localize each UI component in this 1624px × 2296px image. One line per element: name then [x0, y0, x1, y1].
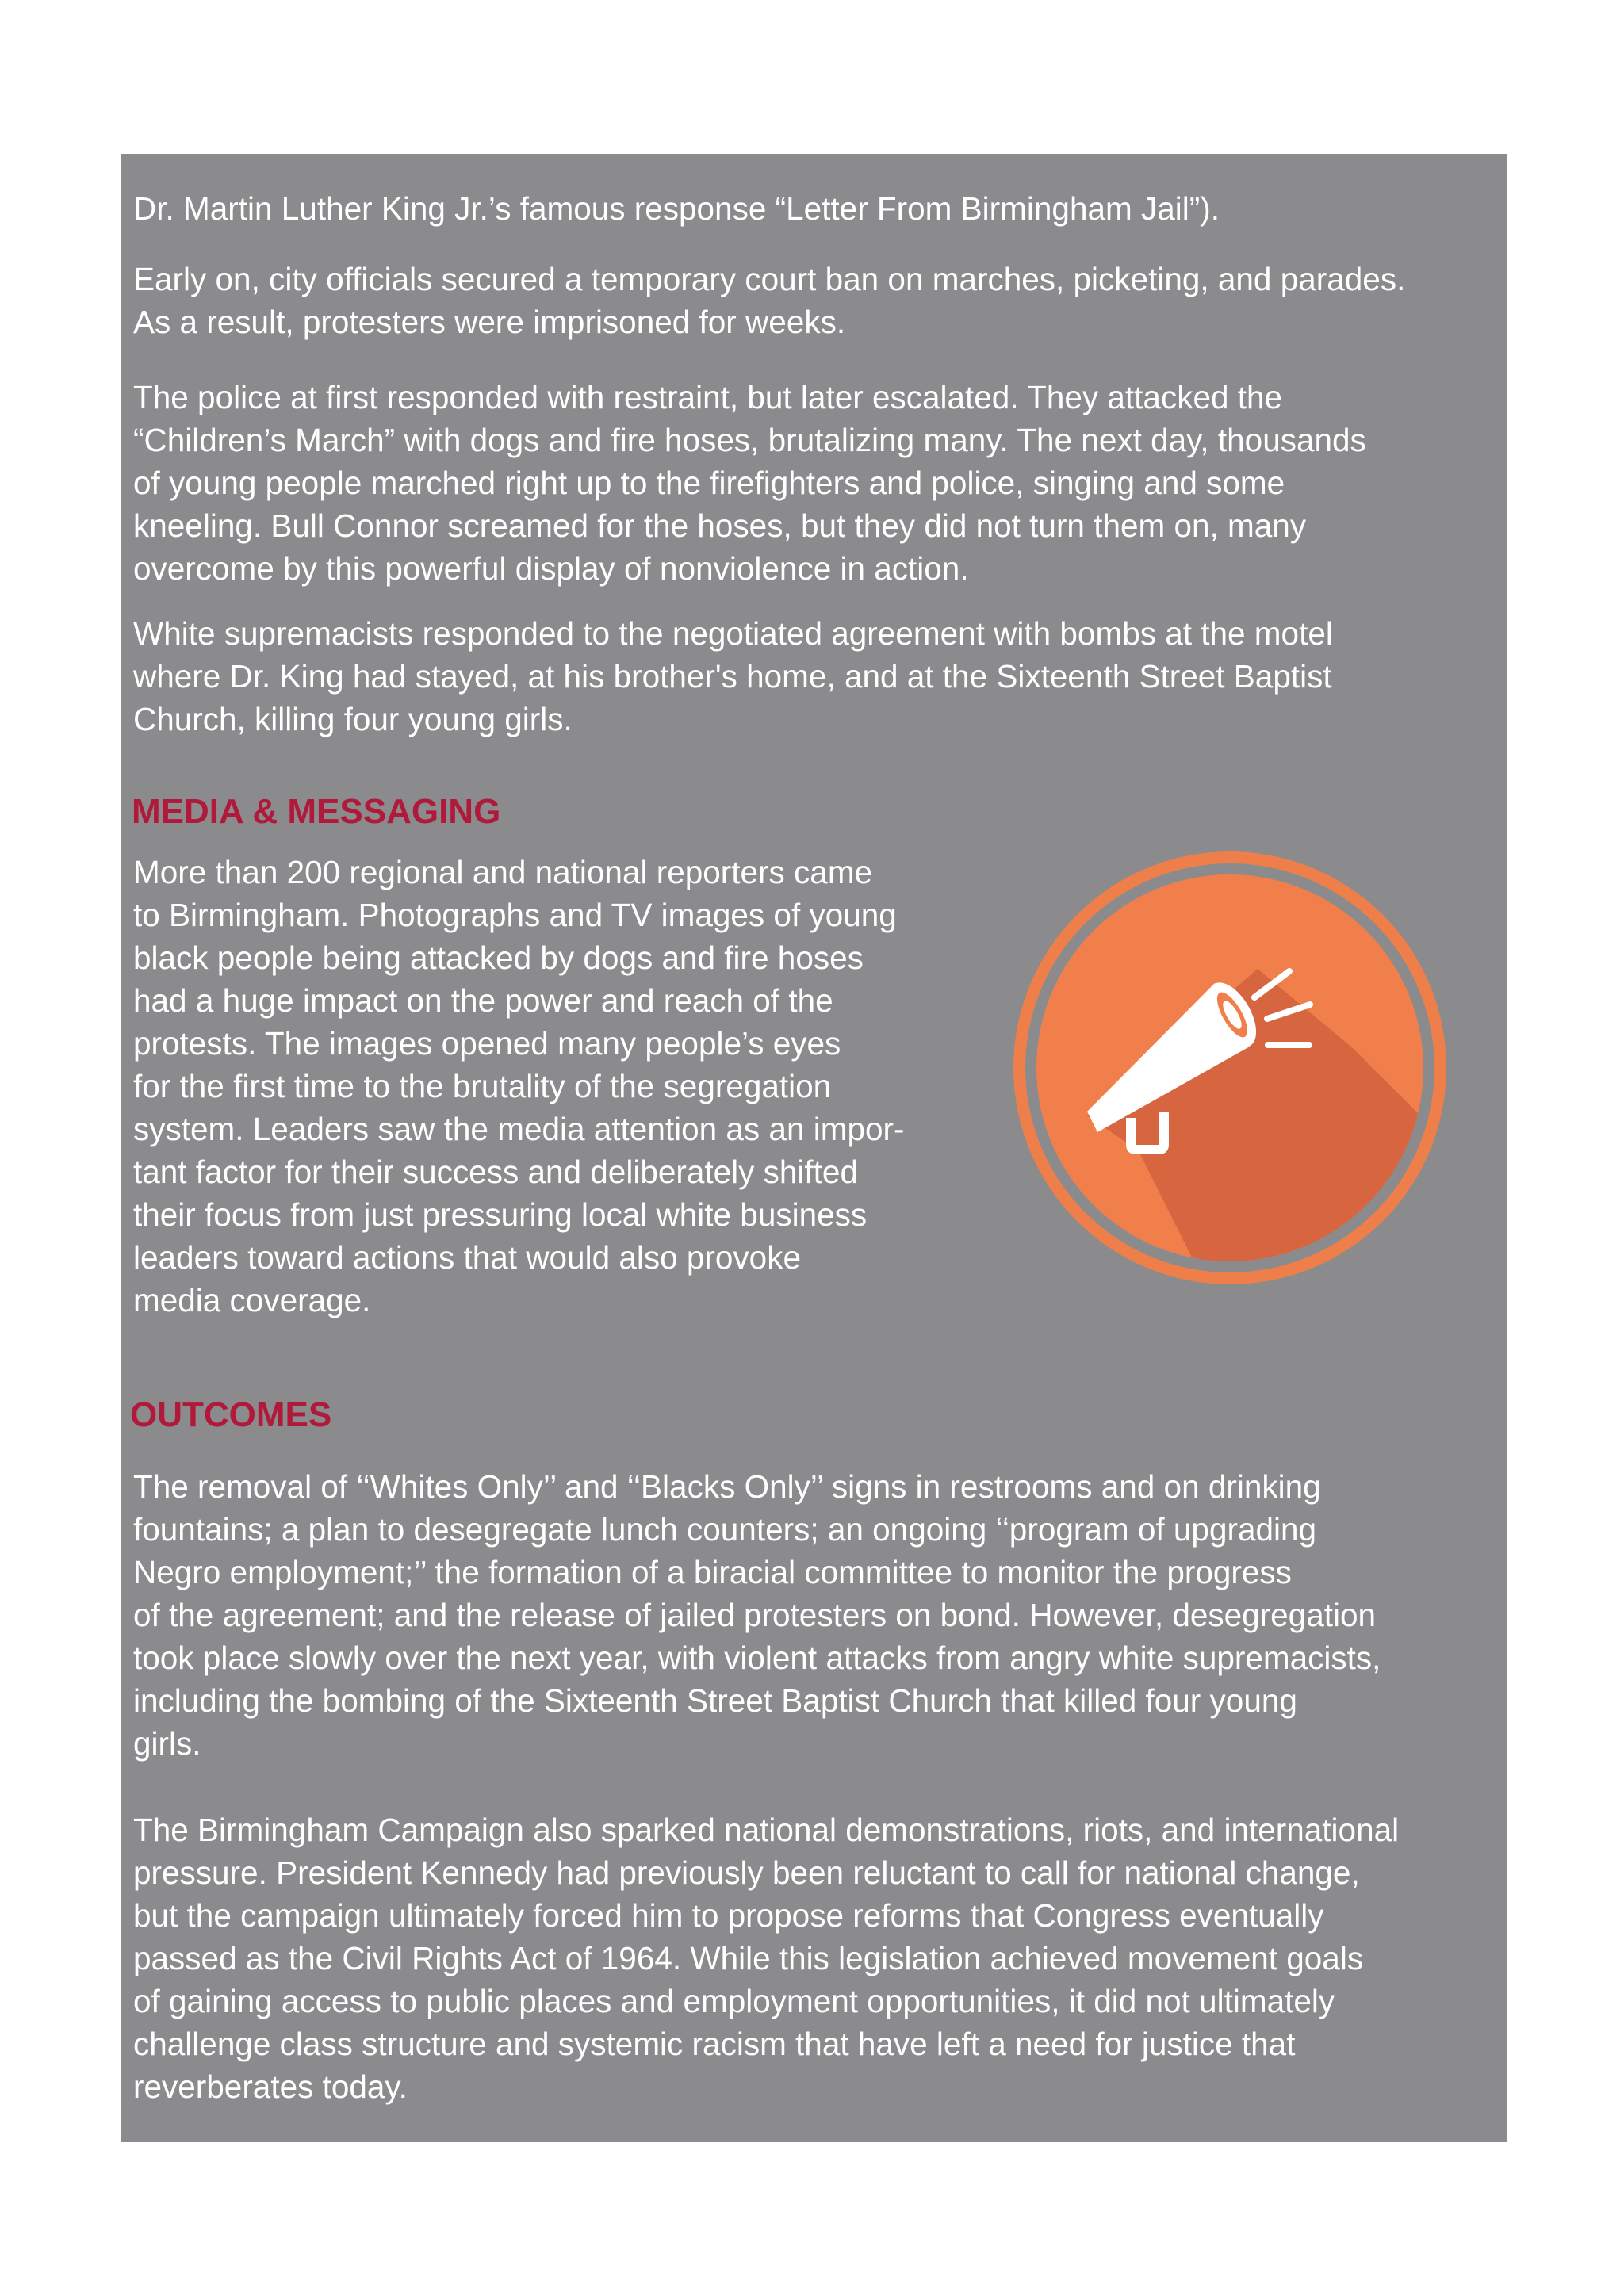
text-line: passed as the Civil Rights Act of 1964. While this legislation achieved movement goals	[133, 1940, 1364, 1976]
intro-paragraph	[133, 187, 1220, 230]
text-line: but the campaign ultimately forced him to propose reforms that Congress eventually	[133, 1897, 1324, 1934]
text-line: tant factor for their success and deliberately shifted	[133, 1154, 858, 1190]
text-line: challenge class structure and systemic racism that have left a need for justice that	[133, 2026, 1296, 2062]
text-line: Early on, city officials secured a temporary court ban on marches, picketing, and parades.	[133, 261, 1406, 297]
text-line: overcome by this powerful display of nonviolence in action.	[133, 550, 969, 587]
text-line: including the bombing of the Sixteenth Street Baptist Church that killed four young	[133, 1682, 1297, 1719]
text-line: to Birmingham. Photographs and TV images of young	[133, 897, 897, 933]
text-line: White supremacists responded to the negotiated agreement with bombs at the motel	[133, 615, 1333, 652]
outcomes-paragraph	[133, 1465, 1381, 1765]
text-line: The police at first responded with restraint, but later escalated. They attacked the	[133, 379, 1283, 415]
text-line: of young people marched right up to the firefighters and police, singing and some	[133, 465, 1285, 501]
text-line: protests. The images opened many people’s eyes	[133, 1025, 841, 1062]
bombing-paragraph	[133, 612, 1333, 740]
campaign-impact-paragraph	[133, 1808, 1399, 2108]
text-line: reverberates today.	[133, 2068, 408, 2105]
text-line: Church, killing four young girls.	[133, 701, 573, 737]
text-line: system. Leaders saw the media attention as an impor-	[133, 1111, 905, 1147]
text-line: As a result, protesters were imprisoned for weeks.	[133, 304, 846, 340]
media-paragraph	[133, 851, 904, 1322]
text-line: More than 200 regional and national reporters came	[133, 854, 873, 890]
text-line: fountains; a plan to desegregate lunch counters; an ongoing ‘‘program of upgrading	[133, 1511, 1317, 1548]
text-line: media coverage.	[133, 1282, 371, 1318]
text-line: Negro employment;’’ the formation of a biracial committee to monitor the progress	[133, 1554, 1292, 1590]
text-line: leaders toward actions that would also provoke	[133, 1239, 801, 1276]
text-line: of gaining access to public places and employment opportunities, it did not ultimately	[133, 1983, 1335, 2019]
text-line: “Children’s March” with dogs and fire hoses, brutalizing many. The next day, thousands	[133, 422, 1366, 458]
text-line: their focus from just pressuring local white business	[133, 1196, 868, 1233]
text-line: girls.	[133, 1725, 201, 1762]
text-line: kneeling. Bull Connor screamed for the hoses, but they did not turn them on, many	[133, 507, 1307, 544]
text-line: The removal of ‘‘Whites Only’’ and ‘‘Blacks Only’’ signs in restrooms and on drinking	[133, 1468, 1321, 1505]
outcomes-heading: OUTCOMES	[130, 1395, 332, 1434]
text-line: black people being attacked by dogs and fire hoses	[133, 939, 864, 976]
court-ban-paragraph	[133, 258, 1405, 343]
police-response-paragraph	[133, 376, 1366, 590]
text-line: The Birmingham Campaign also sparked national demonstrations, riots, and international	[133, 1812, 1400, 1848]
text-line: pressure. President Kennedy had previously been reluctant to call for national change,	[133, 1854, 1360, 1891]
text-line: of the agreement; and the release of jailed protesters on bond. However, desegregation	[133, 1597, 1377, 1633]
text-line: had a huge impact on the power and reach of the	[133, 982, 833, 1019]
text-line: took place slowly over the next year, with violent attacks from angry white supremacists,	[133, 1640, 1381, 1676]
media-messaging-heading: MEDIA & MESSAGING	[132, 792, 501, 831]
text-line: where Dr. King had stayed, at his brother's home, and at the Sixteenth Street Baptist	[133, 658, 1332, 695]
megaphone-icon	[1012, 850, 1448, 1286]
text-line: Dr. Martin Luther King Jr.’s famous response “Letter From Birmingham Jail”).	[133, 190, 1220, 227]
text-line: for the first time to the brutality of the segregation	[133, 1068, 832, 1104]
